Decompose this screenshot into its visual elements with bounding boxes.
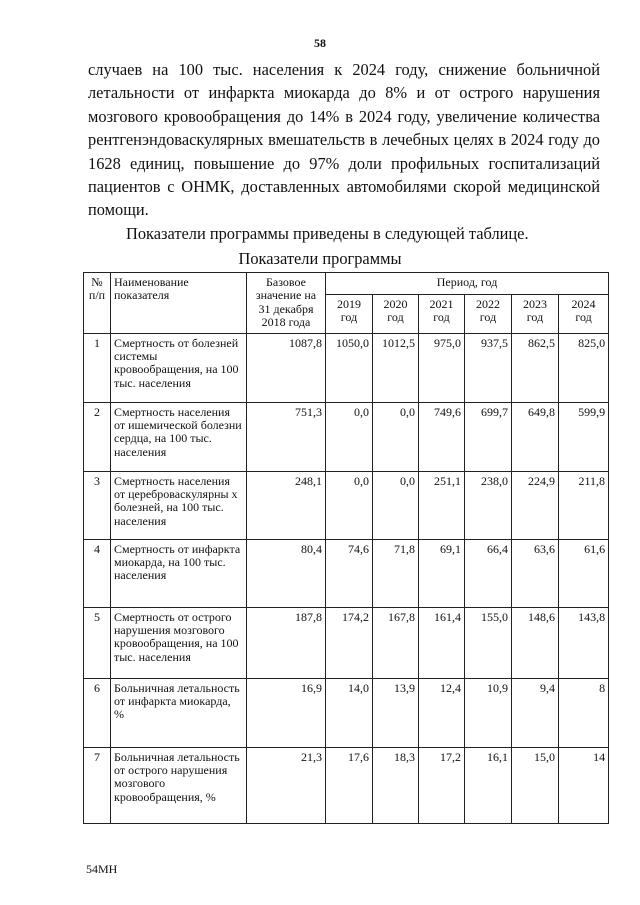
header-year: 2023 год <box>512 294 559 333</box>
header-year: 2021 год <box>419 294 465 333</box>
table-row <box>84 333 609 402</box>
intro-line: случаев на 100 тыс. населения к 2024 году, снижение больничной <box>88 60 600 79</box>
row-value: 238,0 <box>465 471 512 539</box>
row-name: Смертность населения от ишемической болезни сердца, на 100 тыс. населения <box>111 402 247 471</box>
row-value: 167,8 <box>373 607 419 678</box>
table-row <box>84 747 609 823</box>
intro-line: пациентов с ОНМК, доставленных автомобилями скорой медицинской <box>88 177 600 197</box>
header-year: 2020 год <box>373 294 419 333</box>
row-value: 14 <box>559 747 609 823</box>
row-value: 749,6 <box>419 402 465 471</box>
intro-line: 1628 единиц, повышение до 97% доли профильных госпитализаций <box>88 153 600 173</box>
row-value: 9,4 <box>512 678 559 747</box>
row-value: 143,8 <box>559 607 609 678</box>
table-row <box>84 539 609 607</box>
row-value: 69,1 <box>419 539 465 607</box>
table-row <box>84 402 609 471</box>
row-value: 155,0 <box>465 607 512 678</box>
row-value: 937,5 <box>465 333 512 402</box>
document-code: 54МН <box>86 862 118 876</box>
row-name: Больничная летальность от острого нарушения мозгового кровообращения, % <box>111 747 247 823</box>
row-value: 174,2 <box>326 607 373 678</box>
row-num: 5 <box>84 607 111 678</box>
row-value: 599,9 <box>559 402 609 471</box>
intro-line: мозгового кровообращения до 14% в 2024 году, увеличение количества <box>88 106 600 126</box>
row-value: 0,0 <box>326 402 373 471</box>
indicators-table <box>83 272 609 824</box>
row-base: 80,4 <box>247 539 326 607</box>
table-row <box>84 471 609 539</box>
row-value: 161,4 <box>419 607 465 678</box>
row-value: 148,6 <box>512 607 559 678</box>
row-value: 211,8 <box>559 471 609 539</box>
row-value: 251,1 <box>419 471 465 539</box>
row-value: 649,8 <box>512 402 559 471</box>
row-name: Смертность от болезней системы кровообращения, на 100 тыс. населения <box>111 333 247 402</box>
row-value: 18,3 <box>373 747 419 823</box>
header-year: 2022 год <box>465 294 512 333</box>
row-value: 12,4 <box>419 678 465 747</box>
row-value: 8 <box>559 678 609 747</box>
row-value: 0,0 <box>373 471 419 539</box>
row-value: 1012,5 <box>373 333 419 402</box>
table-caption: Показатели программы <box>238 249 402 268</box>
header-num: № п/п <box>84 273 111 334</box>
row-value: 17,6 <box>326 747 373 823</box>
header-year: 2019 год <box>326 294 373 333</box>
row-base: 1087,8 <box>247 333 326 402</box>
row-value: 10,9 <box>465 678 512 747</box>
lead-sentence: Показатели программы приведены в следующей таблице. <box>126 224 529 243</box>
header-period: Период, год <box>326 273 609 295</box>
row-value: 71,8 <box>373 539 419 607</box>
row-num: 2 <box>84 402 111 471</box>
table-row <box>84 678 609 747</box>
row-name: Больничная летальность от инфаркта миокарда, % <box>111 678 247 747</box>
row-value: 0,0 <box>326 471 373 539</box>
row-value: 13,9 <box>373 678 419 747</box>
row-num: 7 <box>84 747 111 823</box>
intro-line: помощи. <box>88 200 149 220</box>
row-num: 3 <box>84 471 111 539</box>
row-value: 74,6 <box>326 539 373 607</box>
row-num: 4 <box>84 539 111 607</box>
row-base: 751,3 <box>247 402 326 471</box>
row-value: 15,0 <box>512 747 559 823</box>
header-base: Базовое значение на 31 декабря 2018 года <box>247 273 326 334</box>
row-name: Смертность от острого нарушения мозгового кровообращения, на 100 тыс. населения <box>111 607 247 678</box>
row-num: 1 <box>84 333 111 402</box>
row-base: 16,9 <box>247 678 326 747</box>
row-base: 248,1 <box>247 471 326 539</box>
row-value: 1050,0 <box>326 333 373 402</box>
row-value: 0,0 <box>373 402 419 471</box>
row-base: 21,3 <box>247 747 326 823</box>
page-number: 58 <box>314 36 326 50</box>
row-num: 6 <box>84 678 111 747</box>
row-value: 224,9 <box>512 471 559 539</box>
row-value: 63,6 <box>512 539 559 607</box>
row-base: 187,8 <box>247 607 326 678</box>
intro-paragraph <box>88 58 600 222</box>
intro-line: рентгенэндоваскулярных вмешательств в лечебных целях в 2024 году до <box>88 130 600 150</box>
row-value: 825,0 <box>559 333 609 402</box>
row-value: 699,7 <box>465 402 512 471</box>
row-value: 975,0 <box>419 333 465 402</box>
table-row <box>84 607 609 678</box>
row-value: 17,2 <box>419 747 465 823</box>
row-name: Смертность от инфаркта миокарда, на 100 тыс. населения <box>111 539 247 607</box>
row-value: 862,5 <box>512 333 559 402</box>
row-value: 16,1 <box>465 747 512 823</box>
header-name: Наименование показателя <box>111 273 247 334</box>
intro-line: летальности от инфаркта миокарда до 8% и от острого нарушения <box>88 83 600 103</box>
row-value: 14,0 <box>326 678 373 747</box>
row-value: 61,6 <box>559 539 609 607</box>
header-year: 2024 год <box>559 294 609 333</box>
row-name: Смертность населения от цереброваскулярны х болезней, на 100 тыс. населения <box>111 471 247 539</box>
row-value: 66,4 <box>465 539 512 607</box>
